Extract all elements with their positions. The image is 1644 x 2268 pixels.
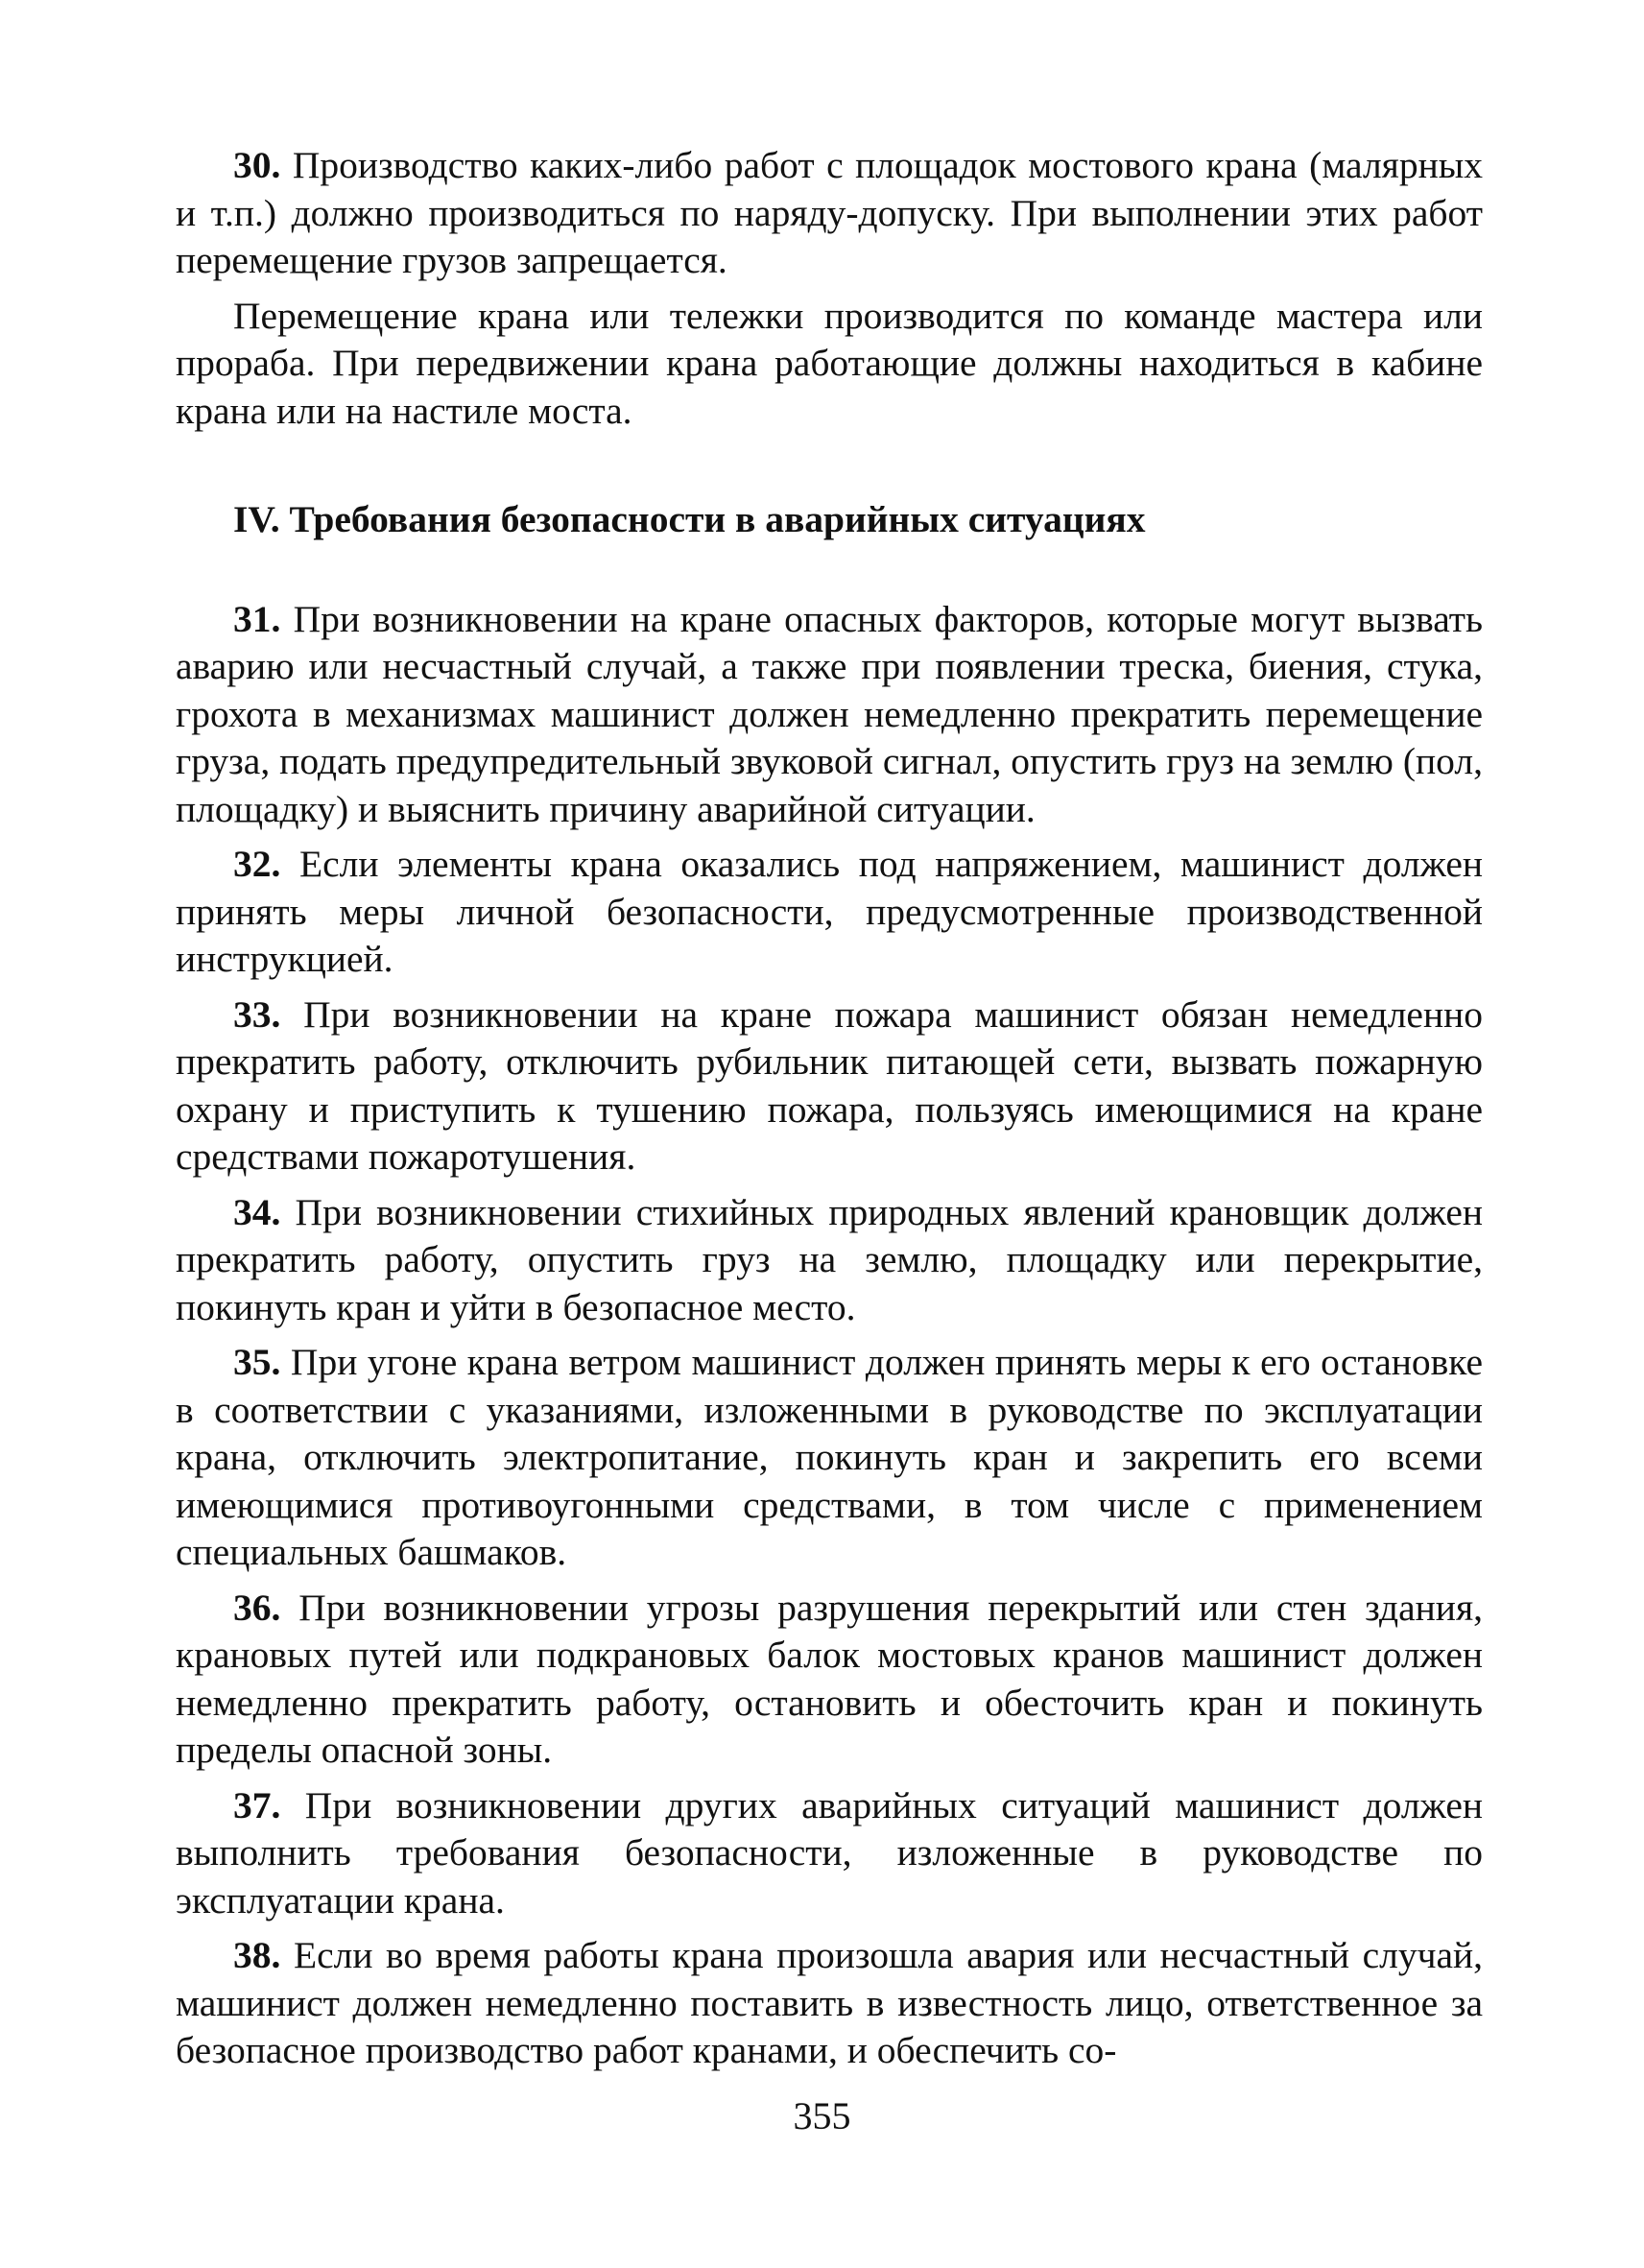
- paragraph-text: При возникновении других аварийных ситуаций машинист должен выполнить требования безопасности, изложенные в руководстве по эксплуатации крана.: [176, 1783, 1483, 1922]
- paragraph-32: [176, 841, 1483, 984]
- paragraph-text: При возникновении на кране опасных факторов, которые могут вызвать аварию или несчастный случай, а также при появлении треска, биения, стука, грохота в механизмах машинист должен немедленно прекратить перемещение груза, подать предупредительный звуковой сигнал, опустить груз на землю (пол, площадку) и выяснить причину аварийной ситуации.: [176, 597, 1483, 830]
- paragraph-number: 35.: [233, 1341, 281, 1383]
- paragraph-text: При угоне крана ветром машинист должен принять меры к его остановке в соответствии с указаниями, изложенными в руководстве по эксплуатации крана, отключить электропитание, покинуть кран и закрепить его всеми имеющимися противоугонными средствами, в том числе с применением специальных башмаков.: [176, 1341, 1483, 1573]
- paragraph-number: 31.: [233, 597, 281, 640]
- paragraph-number: 30.: [233, 144, 281, 186]
- paragraph-34: [176, 1189, 1483, 1332]
- paragraph-number: 36.: [233, 1586, 281, 1629]
- paragraph-text: Производство каких-либо работ с площадок мостового крана (малярных и т.п.) должно производиться по наряду-допуску. При выполнении этих работ перемещение грузов запрещается.: [176, 144, 1483, 281]
- paragraph-number: 33.: [233, 992, 281, 1036]
- paragraph-text: Если элементы крана оказались под напряжением, машинист должен принять меры личной безопасности, предусмотренные производственной инструкцией.: [176, 843, 1483, 980]
- paragraph-30-continuation: [176, 293, 1483, 436]
- page-number: 355: [793, 2094, 851, 2137]
- paragraph-37: [176, 1782, 1483, 1925]
- paragraph-30: [176, 142, 1483, 285]
- paragraph-35: [176, 1339, 1483, 1577]
- paragraph-text: Если во время работы крана произошла авария или несчастный случай, машинист должен немедленно поставить в известность лицо, ответственное за безопасное производство работ кранами, и обеспечить со-: [176, 1934, 1483, 2071]
- paragraph-number: 32.: [233, 843, 281, 885]
- page-body: [176, 142, 1483, 2075]
- paragraph-text: При возникновении на кране пожара машинист обязан немедленно прекратить работу, отключить рубильник питающей сети, вызвать пожарную охрану и приступить к тушению пожара, пользуясь имеющимися на кране средствами пожаротушения.: [176, 992, 1483, 1178]
- paragraph-38: [176, 1932, 1483, 2075]
- paragraph-number: 37.: [233, 1783, 281, 1826]
- paragraph-36: [176, 1585, 1483, 1775]
- paragraph-number: 38.: [233, 1934, 281, 1976]
- paragraph-33: [176, 991, 1483, 1182]
- section-heading: IV. Требования безопасности в аварийных ситуациях: [233, 498, 1146, 540]
- paragraph-text: При возникновении угрозы разрушения перекрытий или стен здания, крановых путей или подкрановых балок мостовых кранов машинист должен немедленно прекратить работу, остановить и обесточить кран и покинуть пределы опасной зоны.: [176, 1586, 1483, 1771]
- paragraph-text: При возникновении стихийных природных явлений крановщик должен прекратить работу, опустить груз на землю, площадку или перекрытие, покинуть кран и уйти в безопасное место.: [176, 1190, 1483, 1328]
- paragraph-number: 34.: [233, 1190, 281, 1233]
- paragraph-text: Перемещение крана или тележки производится по команде мастера или прораба. При передвижении крана работающие должны находиться в кабине крана или на настиле моста.: [176, 294, 1483, 432]
- paragraph-31: [176, 596, 1483, 834]
